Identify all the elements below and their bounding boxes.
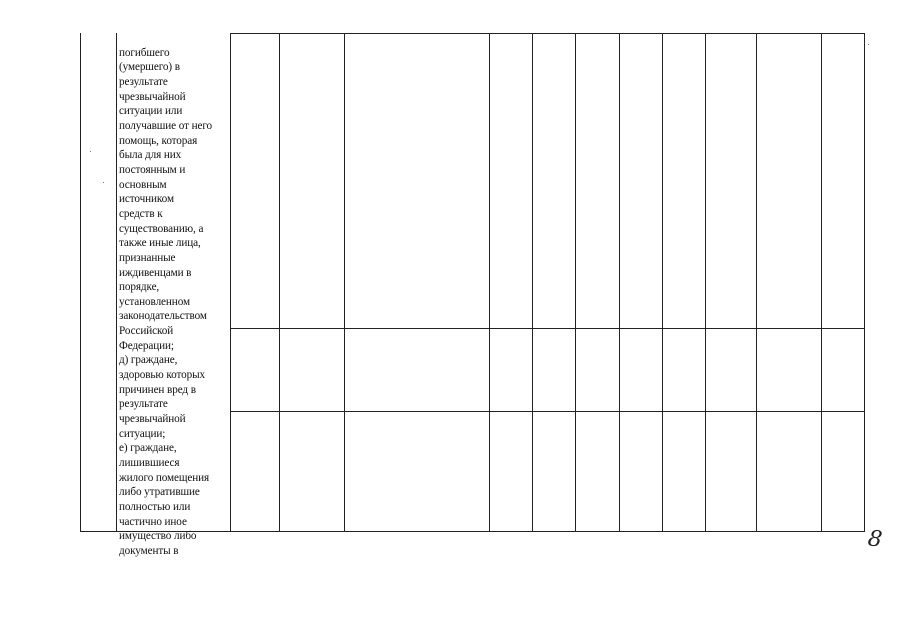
- row-border-1: [230, 328, 865, 329]
- scan-dust-dot: [90, 151, 91, 152]
- column-border-1: [116, 33, 117, 532]
- column-border-2: [230, 33, 231, 532]
- column-border-4: [344, 33, 345, 532]
- continuation-text: погибшего (умершего) в результате чрезвычайной ситуации или получавшие от него помощь, которая была для них постоянным и основным источником средств к существованию, а также иные лица, признанные иждивенцами в порядке, установленном законодательством Российской Федерации;: [119, 46, 213, 352]
- item-e-text: е) граждане, лишившиеся жилого помещения либо утратившие полностью или частично иное имущество либо документы в: [119, 442, 210, 557]
- column-border-3: [279, 33, 280, 532]
- column-border-5: [489, 33, 490, 532]
- scan-dust-dot: [103, 182, 104, 183]
- column-border-10: [705, 33, 706, 532]
- column-border-7: [575, 33, 576, 532]
- top-row-border: [230, 33, 865, 34]
- description-column-text: [119, 31, 229, 559]
- column-border-6: [532, 33, 533, 532]
- row-border-2: [230, 411, 865, 412]
- column-border-right: [864, 33, 865, 532]
- column-border-11: [756, 33, 757, 532]
- column-border-12: [821, 33, 822, 532]
- column-border-8: [619, 33, 620, 532]
- item-d-text: д) граждане, здоровью которых причинен вред в результате чрезвычайной ситуации;: [119, 354, 205, 440]
- column-border-9: [662, 33, 663, 532]
- scan-dust-dot: [868, 44, 869, 45]
- handwritten-page-number: 8: [866, 526, 884, 553]
- column-border-left: [80, 33, 81, 532]
